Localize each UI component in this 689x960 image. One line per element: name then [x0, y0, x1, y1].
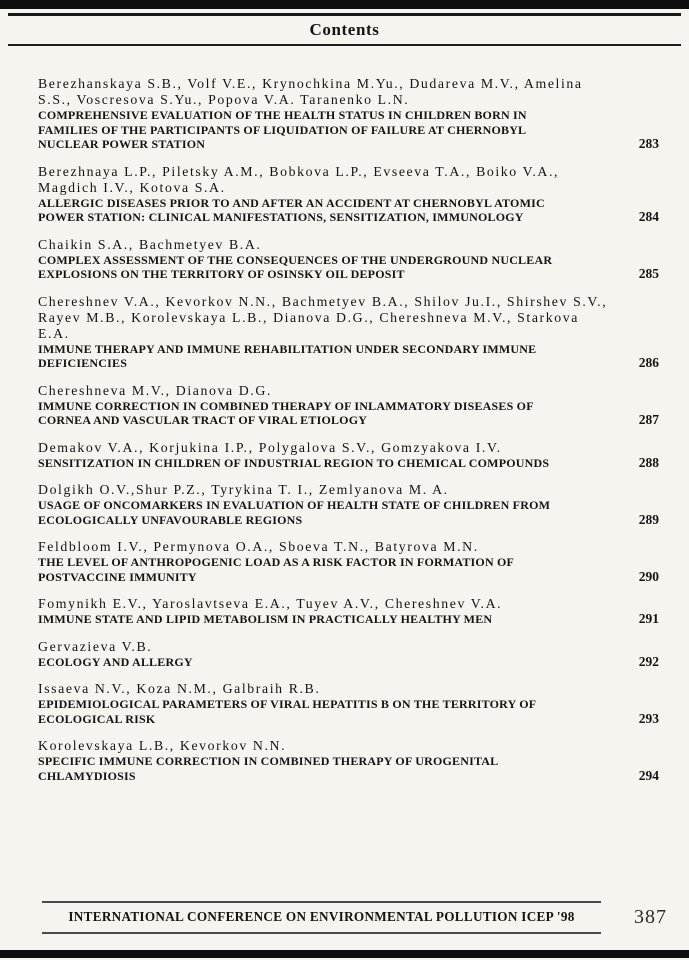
- entry-page-number: 294: [638, 767, 659, 783]
- entry-authors: Issaeva N.V., Koza N.M., Galbraih R.B.: [38, 681, 321, 696]
- entry-authors: Chaikin S.A., Bachmetyev B.A.: [38, 236, 262, 252]
- entry-authors: Gervazieva V.B.: [38, 638, 153, 654]
- entry-page-number: 284: [638, 209, 659, 224]
- footer-page-number: 387: [634, 906, 667, 928]
- toc-entry: [38, 383, 659, 428]
- entry-text-block: [38, 681, 608, 726]
- entry-page-number: 288: [638, 454, 659, 470]
- entry-authors: Chereshnev V.A., Kevorkov N.N., Bachmetyev B.A., Shilov Ju.I., Shirshev S.V., Rayev M.B., Korolevskaya L.B., Dianova D.G., Chereshneva M.V., Starkova E.A.: [38, 293, 608, 341]
- entry-page-number: 291: [638, 611, 659, 626]
- toc-entries: [38, 76, 659, 783]
- entry-title: IMMUNE STATE AND LIPID METABOLISM IN PRACTICALLY HEALTHY MEN: [38, 612, 493, 626]
- page-title: Contents: [309, 20, 380, 39]
- toc-entry: [38, 596, 659, 627]
- footer-conference-label: INTERNATIONAL CONFERENCE ON ENVIRONMENTAL POLLUTION ICEP '98: [42, 901, 601, 934]
- entry-page-number: 289: [638, 511, 659, 527]
- entry-page-number: 286: [638, 355, 659, 370]
- toc-entry: [38, 639, 659, 670]
- entry-text-block: [38, 482, 608, 527]
- entry-page-number: 287: [638, 412, 659, 427]
- toc-entry: [38, 76, 659, 152]
- entry-page-number: 285: [638, 266, 659, 281]
- toc-entry: [38, 738, 659, 783]
- entry-authors: Chereshneva M.V., Dianova D.G.: [38, 382, 272, 398]
- entry-text-block: [38, 76, 608, 152]
- toc-entry: [38, 237, 659, 282]
- entry-authors: Dolgikh O.V.,Shur P.Z., Tyrykina T. I., Zemlyanova M. A.: [38, 482, 449, 497]
- entry-authors: Berezhnaya L.P., Piletsky A.M., Bobkova L.P., Evseeva T.A., Boiko V.A., Magdich I.V., Kotova S.A.: [38, 163, 560, 195]
- entry-page-number: 283: [638, 136, 659, 151]
- entry-title: EPIDEMIOLOGICAL PARAMETERS OF VIRAL HEPATITIS B ON THE TERRITORY OF ECOLOGICAL RISK: [38, 697, 536, 726]
- entry-title: IMMUNE THERAPY AND IMMUNE REHABILITATION UNDER SECONDARY IMMUNE DEFICIENCIES: [38, 341, 537, 370]
- entry-title: COMPLEX ASSESSMENT OF THE CONSEQUENCES OF THE UNDERGROUND NUCLEAR EXPLOSIONS ON THE TERRITORY OF OSINSKY OIL DEPOSIT: [38, 252, 553, 281]
- toc-entry: [38, 539, 659, 584]
- entry-text-block: [38, 164, 608, 225]
- toc-entry: [38, 440, 659, 471]
- entry-title: THE LEVEL OF ANTHROPOGENIC LOAD AS A RISK FACTOR IN FORMATION OF POSTVACCINE IMMUNITY: [38, 555, 514, 584]
- entry-title: USAGE OF ONCOMARKERS IN EVALUATION OF HEALTH STATE OF CHILDREN FROM ECOLOGICALLY UNFAVOURABLE REGIONS: [38, 498, 551, 527]
- toc-entry: [38, 294, 659, 371]
- page-footer: [42, 901, 667, 934]
- entry-page-number: 292: [638, 653, 659, 669]
- bottom-edge-bar: [0, 950, 689, 958]
- entry-authors: Feldbloom I.V., Permynova O.A., Sboeva T.N., Batyrova M.N.: [38, 539, 479, 554]
- entry-title: SPECIFIC IMMUNE CORRECTION IN COMBINED THERAPY OF UROGENITAL CHLAMYDIOSIS: [38, 754, 498, 783]
- entry-text-block: [38, 383, 608, 428]
- entry-title: COMPREHENSIVE EVALUATION OF THE HEALTH STATUS IN CHILDREN BORN IN FAMILIES OF THE PARTICIPANTS OF LIQUIDATION OF FAILURE AT CHERNOBYL NUCLEAR POWER STATION: [38, 108, 527, 151]
- toc-entry: [38, 164, 659, 225]
- entry-authors: Fomynikh E.V., Yaroslavtseva E.A., Tuyev A.V., Chereshnev V.A.: [38, 596, 503, 611]
- entry-page-number: 293: [638, 710, 659, 726]
- entry-text-block: [38, 596, 608, 627]
- entry-authors: Demakov V.A., Korjukina I.P., Polygalova S.V., Gomzyakova I.V.: [38, 439, 502, 455]
- entry-text-block: [38, 738, 608, 783]
- entry-title: ECOLOGY AND ALLERGY: [38, 654, 193, 669]
- toc-entry: [38, 482, 659, 527]
- entry-authors: Berezhanskaya S.B., Volf V.E., Krynochkina M.Yu., Dudareva M.V., Amelina S.S., Voscresova S.Yu., Popova V.A. Taranenko L.N.: [38, 76, 583, 107]
- toc-entry: [38, 681, 659, 726]
- top-edge-bar: [0, 0, 689, 9]
- entry-text-block: [38, 294, 608, 371]
- entry-text-block: [38, 440, 608, 471]
- entry-text-block: [38, 639, 608, 670]
- entry-authors: Korolevskaya L.B., Kevorkov N.N.: [38, 738, 287, 753]
- entry-title: IMMUNE CORRECTION IN COMBINED THERAPY OF INLAMMATORY DISEASES OF CORNEA AND VASCULAR TRACT OF VIRAL ETIOLOGY: [38, 398, 534, 427]
- entry-text-block: [38, 539, 608, 584]
- header-rule-bottom: [8, 44, 681, 46]
- entry-title: SENSITIZATION IN CHILDREN OF INDUSTRIAL REGION TO CHEMICAL COMPOUNDS: [38, 455, 550, 470]
- entry-text-block: [38, 237, 608, 282]
- entry-page-number: 290: [638, 568, 659, 584]
- entry-title: ALLERGIC DISEASES PRIOR TO AND AFTER AN ACCIDENT AT CHERNOBYL ATOMIC POWER STATION: CLINICAL MANIFESTATIONS, SENSITIZATION, IMMUNOLOGY: [38, 195, 545, 224]
